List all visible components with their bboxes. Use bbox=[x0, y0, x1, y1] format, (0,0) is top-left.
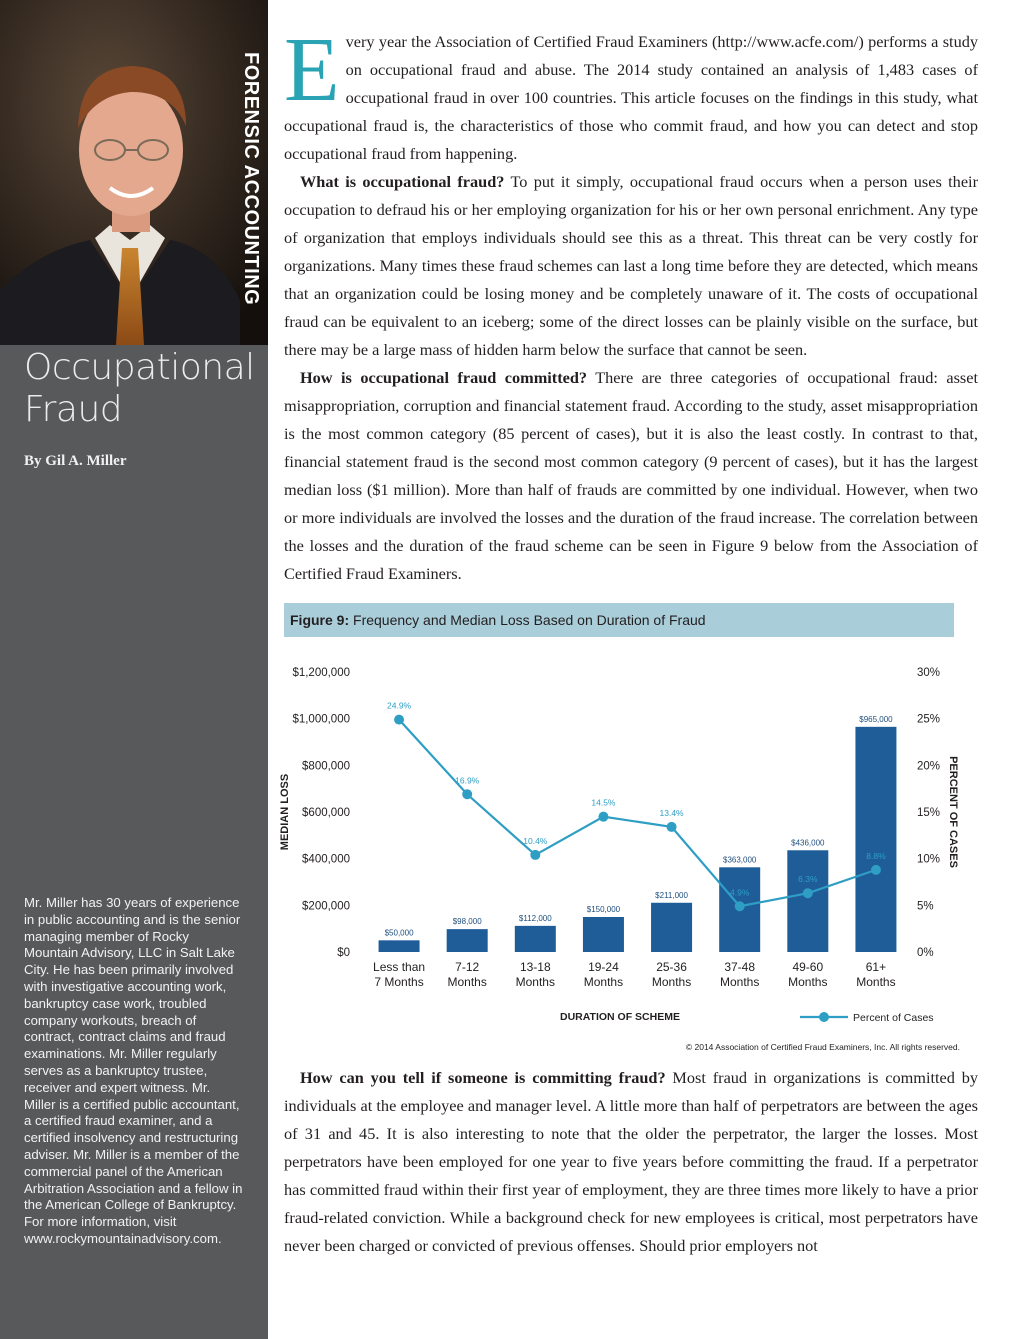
article-body bbox=[284, 19, 979, 588]
bar bbox=[583, 917, 624, 952]
x-tick-label: Months bbox=[720, 975, 760, 989]
title-line-1: Occupational bbox=[24, 347, 255, 388]
percent-point bbox=[871, 865, 881, 875]
y-tick-label: $400,000 bbox=[302, 853, 350, 866]
fraud-duration-chart bbox=[270, 650, 970, 1055]
paragraph-how-tell-text: Most fraud in organizations is committed by individuals at the employee and manager level. A little more than half of perpetrators are between the ages of 31 and 45. It is also interesting to note that the older the perpetrator, the larger the losses. Most perpetrators have been employed for one year to five years before committing the fraud. If a perpetrator has committed fraud within their first year of employment, they are three times more likely to have a prior fraud-related conviction. While a background check for new employees is critical, most perpetrators have never been charged or convicted of previous offenses. Should prior employers not bbox=[284, 1068, 978, 1255]
x-tick-label: 25-36 bbox=[656, 960, 687, 974]
author-bio: Mr. Miller has 30 years of experience in public accounting and is the senior managing member of Rocky Mountain Advisory, LLC in Salt Lake City. He has been primarily involved with investigative accounting work, bankruptcy case work, troubled company workouts, breach of contract, contract claims and fraud examinations. Mr. Miller regularly serves as a bankruptcy trustee, receiver and expert witness. Mr. Miller is a certified public accountant, a certified fraud examiner, and a certified insolvency and restructuring adviser. Mr. Miller is a member of the commercial panel of the American Arbitration Association and a fellow in the American College of Bankruptcy. For more information, visit www.rockymountainadvisory.com. bbox=[24, 895, 243, 1246]
paragraph-how-committed bbox=[284, 364, 978, 588]
y2-tick-label: 10% bbox=[917, 853, 941, 866]
x-tick-label: 49-60 bbox=[792, 960, 824, 974]
x-tick-label: Less than bbox=[373, 960, 426, 974]
percent-point bbox=[598, 812, 608, 822]
percent-point bbox=[462, 789, 472, 799]
bar-value-label: $211,000 bbox=[655, 890, 688, 900]
x-tick-label: 61+ bbox=[865, 960, 887, 974]
y-tick-label: $0 bbox=[337, 947, 350, 959]
drop-cap: E bbox=[284, 19, 340, 120]
percent-label: 8.8% bbox=[866, 850, 886, 861]
y2-tick-label: 0% bbox=[917, 947, 934, 959]
byline: By Gil A. Miller bbox=[24, 453, 127, 469]
y2-tick-label: 15% bbox=[917, 807, 941, 819]
percent-label: 24.9% bbox=[387, 700, 412, 711]
y-tick-label: $600,000 bbox=[302, 807, 350, 819]
y-axis-title: MEDIAN LOSS bbox=[279, 773, 291, 851]
percent-point bbox=[530, 850, 540, 860]
bar-value-label: $98,000 bbox=[452, 917, 482, 927]
paragraph-intro bbox=[284, 19, 978, 168]
percent-point bbox=[667, 822, 677, 832]
legend-marker bbox=[819, 1012, 829, 1022]
bar bbox=[379, 940, 420, 952]
bar bbox=[787, 850, 828, 952]
y-tick-label: $1,200,000 bbox=[292, 667, 350, 679]
x-tick-label: 13-18 bbox=[519, 960, 551, 974]
paragraph-how-committed-text: There are three categories of occupational fraud: asset misappropriation, corruption and financial statement fraud. According to the study, asset misappropriation is the most common category (85 percent of cases), but it is also the least costly. In contrast to that, financial statement fraud is the second most common category (9 percent of cases), but it has the largest median loss ($1 million). More than half of frauds are committed by one individual. However, when two or more individuals are involved the losses and the duration of the fraud increase. The correlation between the losses and the duration of the fraud scheme can be seen in Figure 9 below from the Association of Certified Fraud Examiners. bbox=[284, 368, 979, 583]
y2-tick-label: 20% bbox=[917, 760, 941, 773]
percent-point bbox=[735, 901, 745, 911]
percent-point bbox=[394, 715, 404, 725]
x-tick-label: 7 Months bbox=[374, 975, 424, 989]
y2-axis-title: PERCENT OF CASES bbox=[947, 756, 959, 868]
percent-label: 6.3% bbox=[798, 874, 818, 885]
x-tick-label: 7-12 bbox=[455, 960, 480, 974]
figure-header bbox=[284, 603, 954, 637]
chart-copyright: © 2014 Association of Certified Fraud Examiners, Inc. All rights reserved. bbox=[685, 1042, 960, 1052]
x-tick-label: Months bbox=[788, 975, 828, 989]
paragraph-what-is-text: To put it simply, occupational fraud occurs when a person uses their occupation to defraud his or her employing organization for his or her own personal enrichment. Any type of organization that employs individuals should see this as a threat. This threat can be very costly for organizations. Many times these fraud schemes can last a long time before they are detected, which means that an organization could be losing money and be completely unaware of it. The costs of occupational fraud can be equivalent to an iceberg; some of the direct losses can be plainly visible on the surface, but there may be a large mass of hidden harm below the surface that cannot be seen. bbox=[284, 172, 978, 359]
y-tick-label: $200,000 bbox=[302, 900, 350, 913]
paragraph-intro-text: very year the Association of Certified Fraud Examiners (http://www.acfe.com/) performs a study on occupational fraud and abuse. The 2014 study contained an analysis of 1,483 cases of occupational fraud in over 100 countries. This article focuses on the findings in this study, what occupational fraud is, the characteristics of those who commit fraud, and how you can detect and stop occupational fraud from happening. bbox=[284, 32, 978, 163]
y-tick-label: $800,000 bbox=[302, 760, 350, 773]
percent-label: 10.4% bbox=[523, 835, 548, 846]
x-tick-label: Months bbox=[583, 975, 624, 989]
legend-label: Percent of Cases bbox=[853, 1012, 934, 1024]
heading-how-committed: How is occupational fraud committed? bbox=[300, 368, 588, 387]
x-tick-label: 19-24 bbox=[588, 960, 619, 974]
article-body-continued bbox=[284, 1064, 978, 1260]
paragraph-how-tell bbox=[284, 1064, 978, 1260]
bar-value-label: $436,000 bbox=[791, 838, 825, 848]
bar-value-label: $112,000 bbox=[518, 913, 552, 923]
x-tick-label: Months bbox=[447, 975, 487, 989]
percent-label: 14.5% bbox=[591, 797, 616, 808]
x-axis-title: DURATION OF SCHEME bbox=[560, 1011, 680, 1023]
bar bbox=[855, 727, 896, 952]
bar bbox=[447, 929, 488, 952]
bar-value-label: $50,000 bbox=[384, 928, 414, 938]
heading-how-tell: How can you tell if someone is committing fraud? bbox=[300, 1068, 666, 1087]
percent-label: 13.4% bbox=[659, 807, 684, 818]
title-line-2: Fraud bbox=[24, 389, 123, 430]
x-tick-label: Months bbox=[856, 975, 896, 989]
article-title bbox=[24, 347, 254, 431]
percent-label: 16.9% bbox=[455, 775, 480, 786]
y2-tick-label: 30% bbox=[917, 667, 941, 679]
figure-caption: Frequency and Median Loss Based on Duration of Fraud bbox=[349, 612, 706, 628]
bar bbox=[515, 926, 556, 952]
sidebar bbox=[0, 0, 268, 1339]
bar-value-label: $363,000 bbox=[723, 855, 757, 865]
figure-label: Figure 9: bbox=[290, 612, 350, 628]
paragraph-what-is bbox=[284, 168, 978, 364]
y2-tick-label: 5% bbox=[917, 900, 934, 913]
bar-value-label: $965,000 bbox=[859, 714, 893, 724]
x-tick-label: Months bbox=[515, 975, 555, 989]
y-tick-label: $1,000,000 bbox=[292, 713, 350, 726]
x-tick-label: Months bbox=[651, 975, 692, 989]
section-label bbox=[218, 20, 262, 306]
heading-what-is: What is occupational fraud? bbox=[300, 172, 505, 191]
section-label-text: FORENSIC ACCOUNTING bbox=[240, 52, 262, 306]
x-tick-label: 37-48 bbox=[724, 960, 756, 974]
y2-tick-label: 25% bbox=[917, 713, 941, 726]
percent-label: 4.9% bbox=[730, 887, 750, 898]
bar-value-label: $150,000 bbox=[586, 905, 621, 914]
percent-point bbox=[803, 888, 813, 898]
bar bbox=[651, 903, 692, 952]
